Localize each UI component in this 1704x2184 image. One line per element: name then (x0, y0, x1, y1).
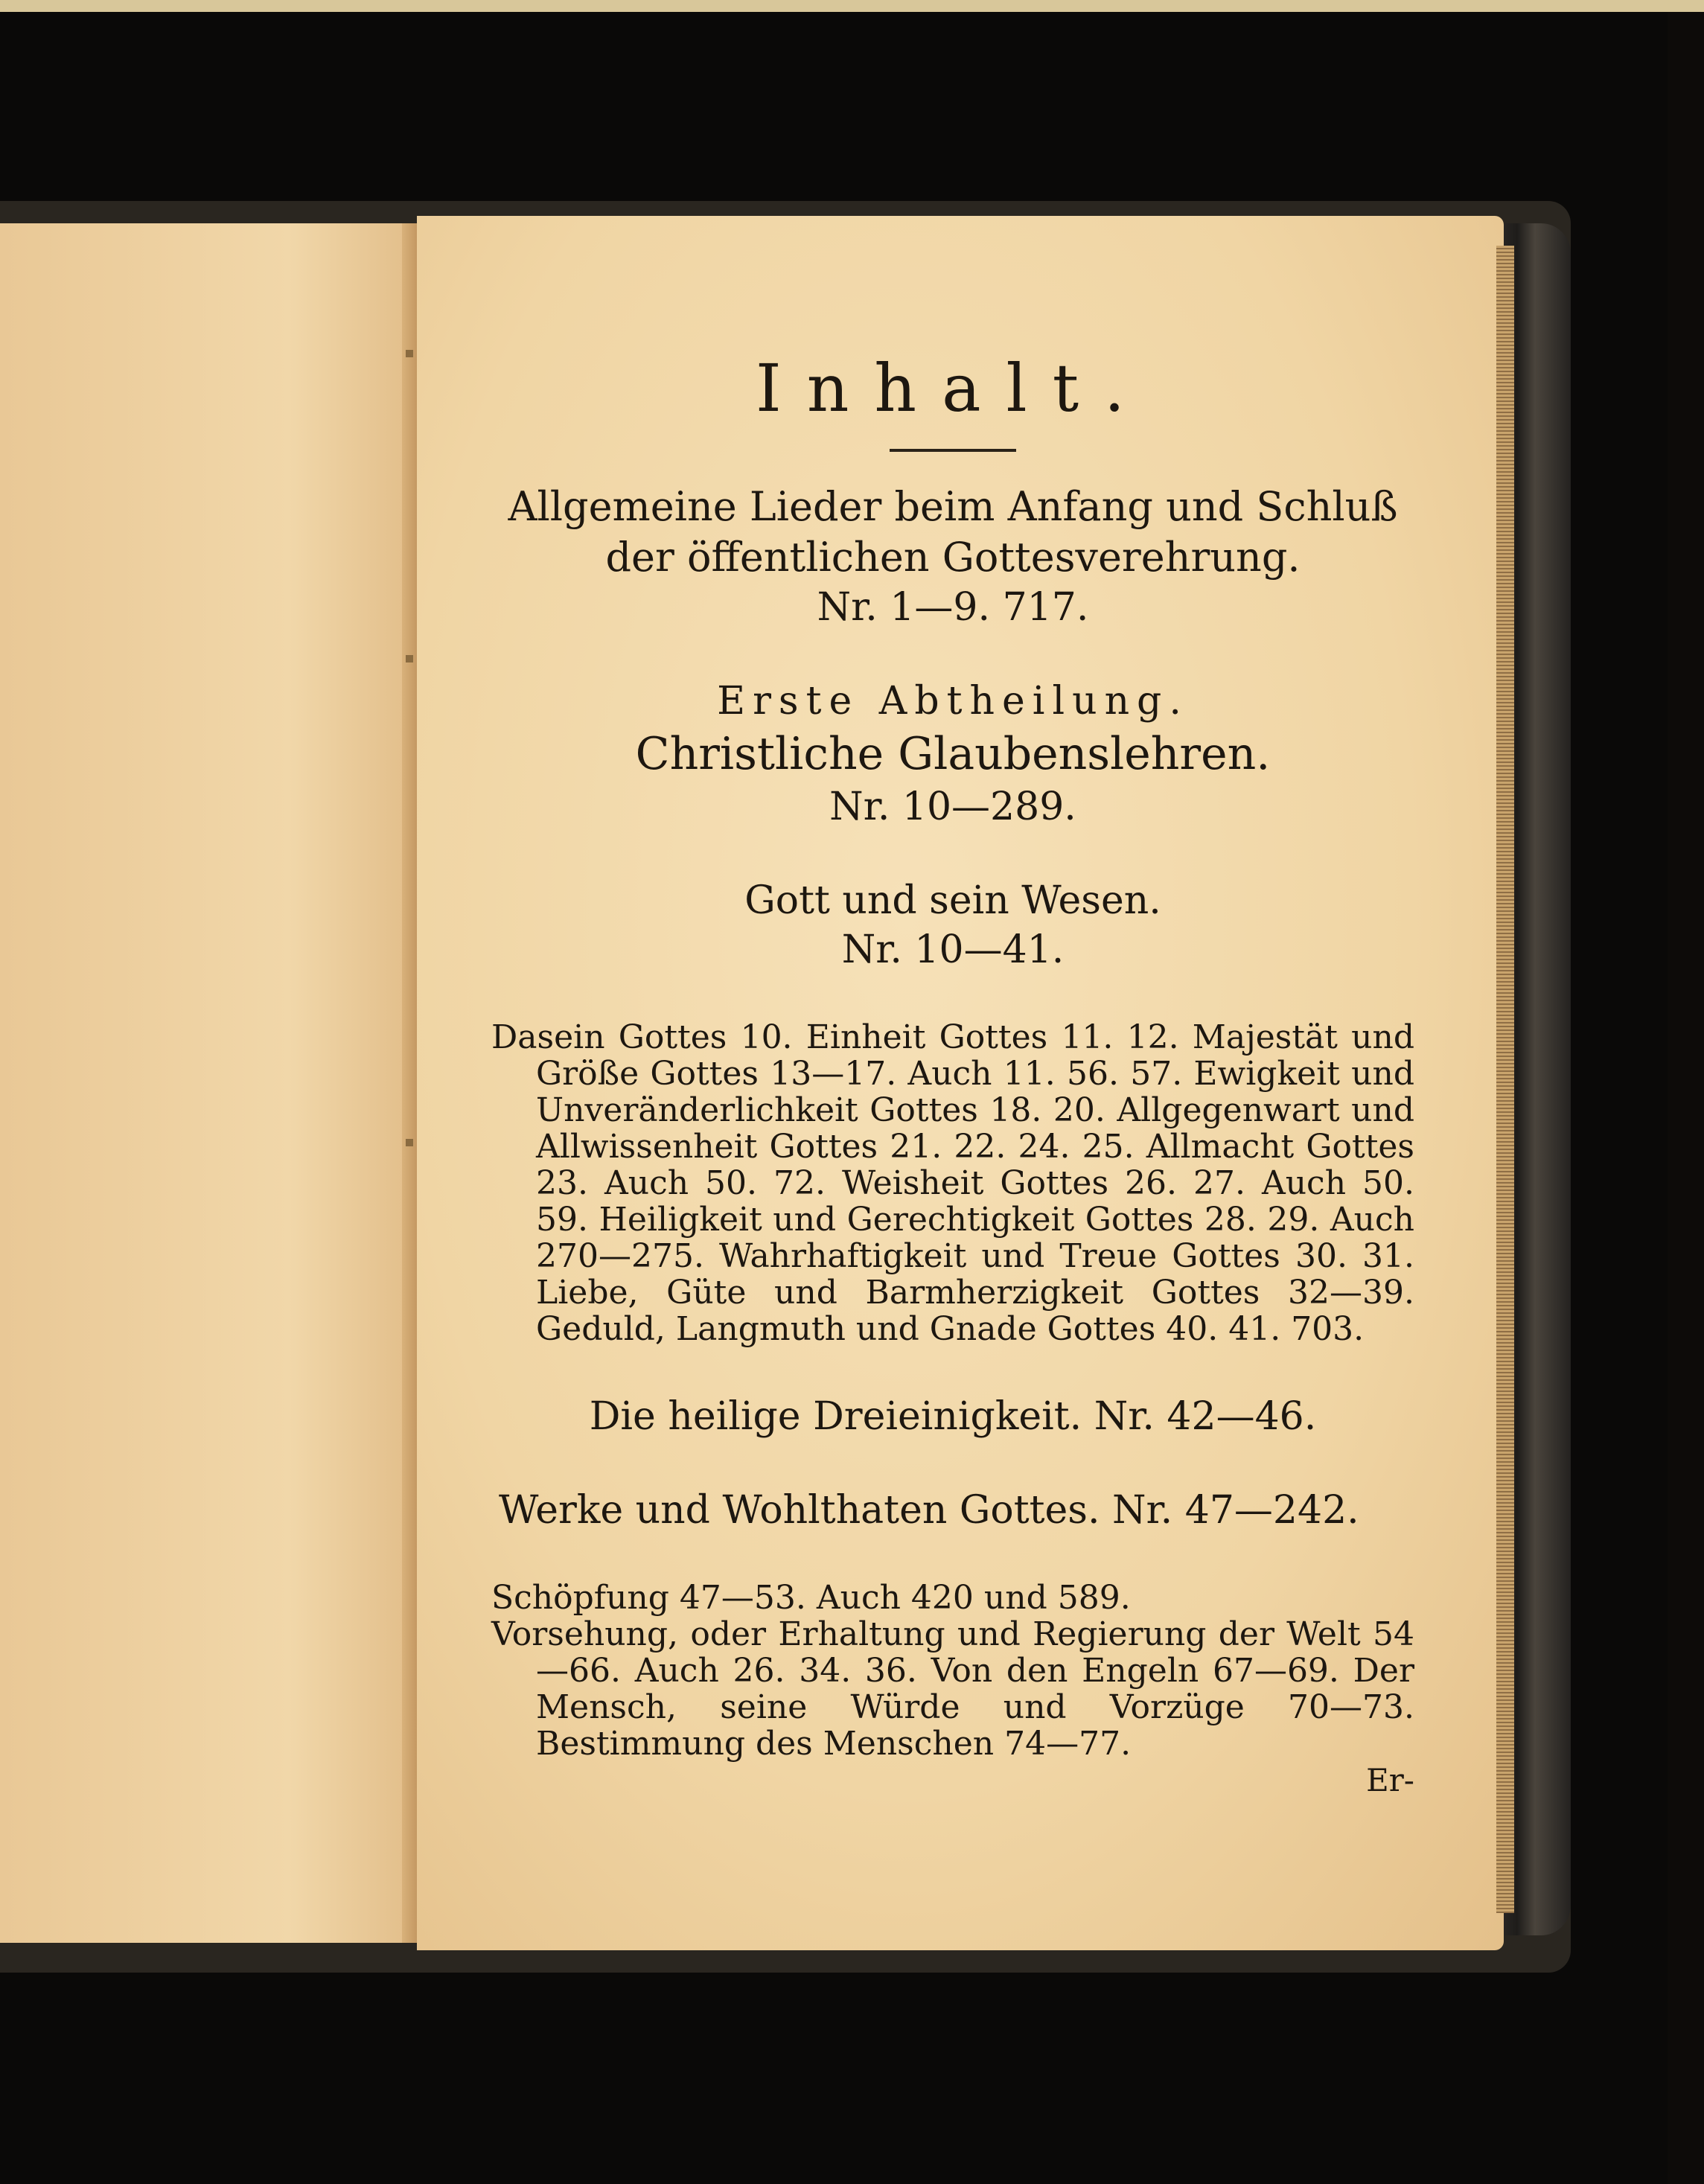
god-attributes-paragraph: Dasein Gottes 10. Einheit Gottes 11. 12. Majestät und Größe Gottes 13—17. Auch 11. 56. 57. Ewigkeit und Unveränderlichkeit Gottes 18. 20. Allgegenwart und Allwissenheit Gottes 21. 22. 24. 25. Allmacht Gottes 23. Auch 50. 72. Weisheit Gottes 26. 27. Auch 50. 59. Heiligkeit und Gerechtigkeit Gottes 28. 29. Auch 270—275. Wahrhaftigkeit und Treue Gottes 30. 31. Liebe, Güte und Barmherzigkeit Gottes 32—39. Geduld, Langmuth und Gnade Gottes 40. 41. 703. (491, 1018, 1414, 1348)
general-songs-numbers: Nr. 1—9. 717. (817, 585, 1089, 630)
general-songs-line1: Allgemeine Lieder beim Anfang und Schluß (508, 483, 1398, 530)
gutter-mark (406, 1139, 413, 1146)
general-songs-line2: der öffentlichen Gottesverehrung. (605, 534, 1301, 581)
page-content (491, 320, 1414, 1798)
god-heading: Gott und sein Wesen. (744, 878, 1161, 923)
page-title: Inhalt. (755, 350, 1151, 427)
god-numbers: Nr. 10—41. (841, 927, 1065, 972)
part-heading: Christliche Glaubenslehren. (635, 728, 1271, 780)
works-heading: Werke und Wohlthaten Gottes. Nr. 47—242. (499, 1488, 1359, 1533)
title-rule (890, 449, 1016, 452)
part-label: Erste Abtheilung. (717, 679, 1189, 724)
part-numbers: Nr. 10—289. (829, 785, 1076, 829)
page-edges (1496, 246, 1514, 1913)
trinity-heading: Die heilige Dreieinigkeit. Nr. 42—46. (589, 1394, 1317, 1439)
catchword: Er- (1366, 1762, 1414, 1798)
left-page (0, 223, 413, 1943)
scan-top-strip (0, 0, 1704, 12)
creation-line: Schöpfung 47—53. Auch 420 und 589. (491, 1579, 1131, 1617)
gutter-mark (406, 350, 413, 357)
gutter-mark (406, 655, 413, 662)
providence-paragraph: Vorsehung, oder Erhaltung und Regierung der Welt 54—66. Auch 26. 34. 36. Von den Engeln 67—69. Der Mensch, seine Würde und Vorzüge 70—73. Bestimmung des Menschen 74—77. (491, 1615, 1414, 1763)
